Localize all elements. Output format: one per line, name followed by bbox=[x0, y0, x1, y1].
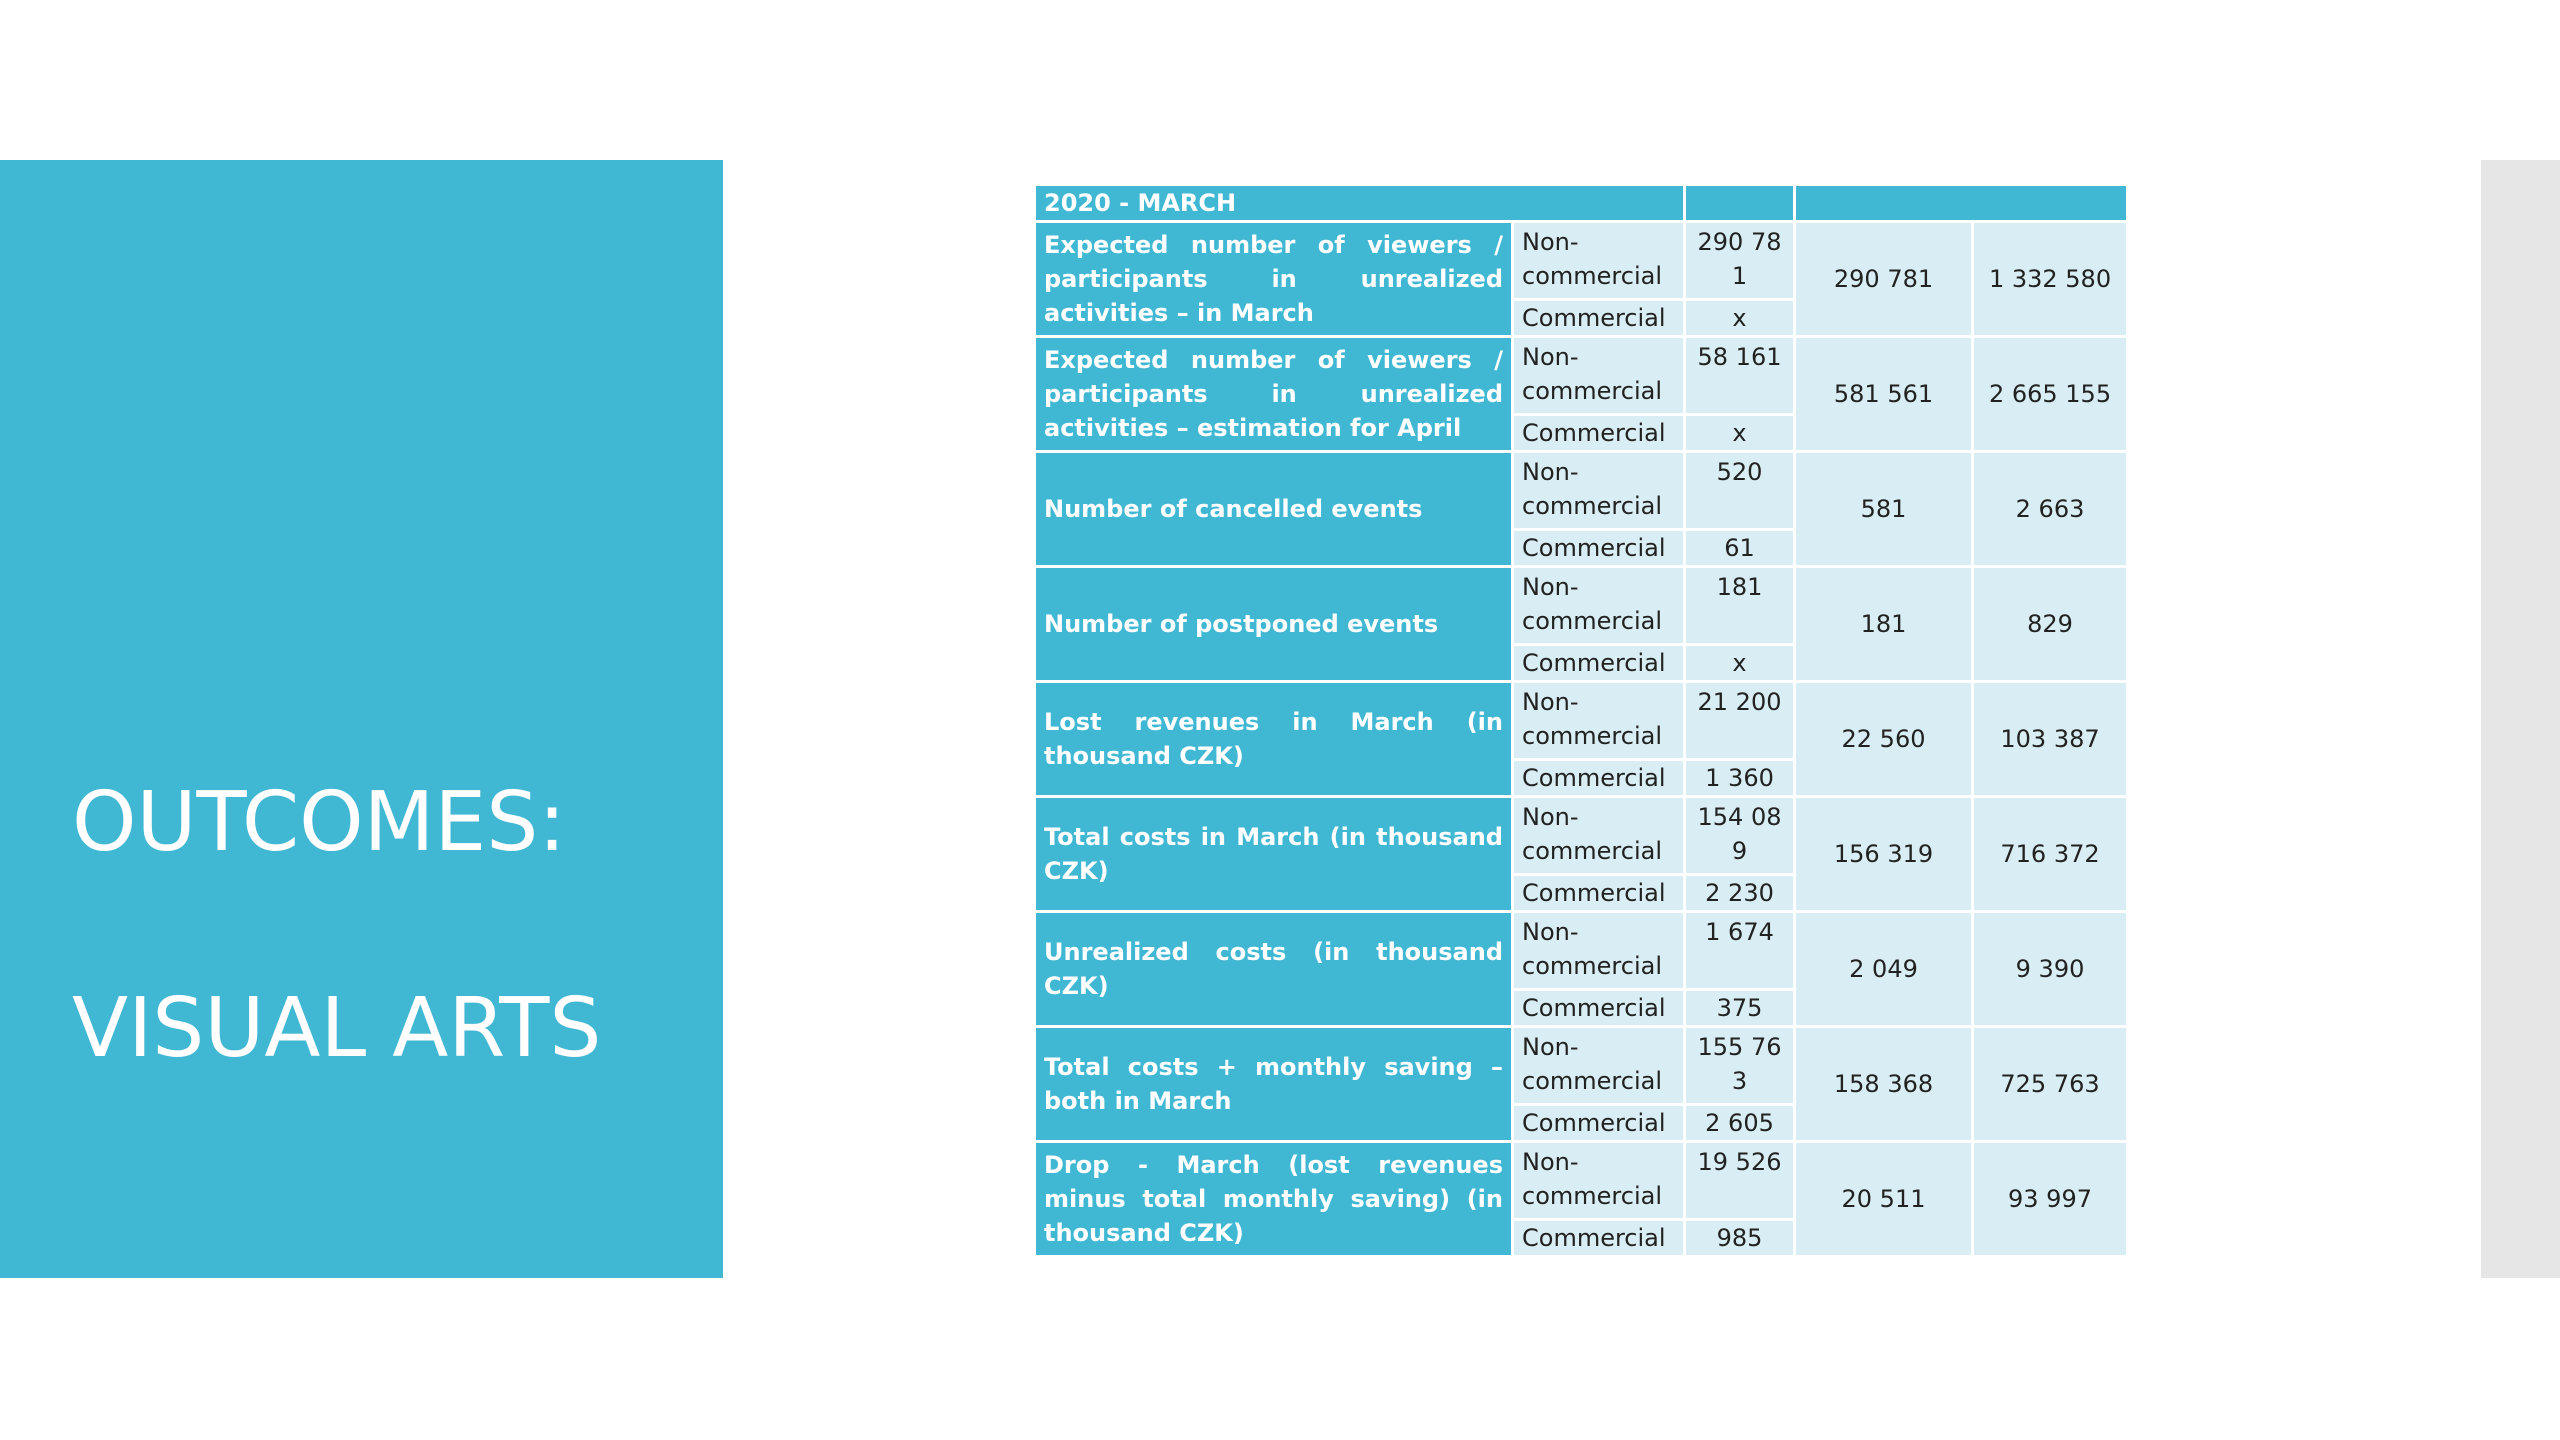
value-grand-total: 2 663 bbox=[1973, 452, 2128, 567]
value-noncommercial: 181 bbox=[1685, 567, 1795, 645]
slide-title bbox=[72, 720, 601, 1132]
type-commercial: Commercial bbox=[1513, 415, 1685, 452]
value-noncommercial: 520 bbox=[1685, 452, 1795, 530]
type-noncommercial: Non- commercial bbox=[1513, 1142, 1685, 1220]
table-row bbox=[1035, 567, 2128, 645]
value-total: 158 368 bbox=[1795, 1027, 1973, 1142]
type-noncommercial: Non- commercial bbox=[1513, 567, 1685, 645]
value-grand-total: 9 390 bbox=[1973, 912, 2128, 1027]
row-label: Unrealized costs (in thousand CZK) bbox=[1035, 912, 1513, 1027]
value-total: 290 781 bbox=[1795, 222, 1973, 337]
type-noncommercial: Non- commercial bbox=[1513, 1027, 1685, 1105]
value-grand-total: 103 387 bbox=[1973, 682, 2128, 797]
table-row bbox=[1035, 452, 2128, 530]
table-header-row bbox=[1035, 185, 2128, 222]
value-grand-total: 93 997 bbox=[1973, 1142, 2128, 1257]
value-noncommercial: 1 674 bbox=[1685, 912, 1795, 990]
value-noncommercial: 21 200 bbox=[1685, 682, 1795, 760]
value-grand-total: 2 665 155 bbox=[1973, 337, 2128, 452]
value-total: 20 511 bbox=[1795, 1142, 1973, 1257]
value-total: 581 561 bbox=[1795, 337, 1973, 452]
value-commercial: x bbox=[1685, 415, 1795, 452]
value-noncommercial: 58 161 bbox=[1685, 337, 1795, 415]
table-row bbox=[1035, 682, 2128, 760]
type-commercial: Commercial bbox=[1513, 1105, 1685, 1142]
value-commercial: 375 bbox=[1685, 990, 1795, 1027]
value-noncommercial: 154 089 bbox=[1685, 797, 1795, 875]
table-row bbox=[1035, 337, 2128, 415]
table-row bbox=[1035, 797, 2128, 875]
next-slide-edge bbox=[2481, 160, 2560, 1278]
value-total: 181 bbox=[1795, 567, 1973, 682]
table-header-blank bbox=[1795, 185, 2128, 222]
type-noncommercial: Non- commercial bbox=[1513, 682, 1685, 760]
type-noncommercial: Non- commercial bbox=[1513, 912, 1685, 990]
slide-title-line-2: VISUAL ARTS bbox=[72, 981, 602, 1076]
value-noncommercial: 19 526 bbox=[1685, 1142, 1795, 1220]
type-commercial: Commercial bbox=[1513, 990, 1685, 1027]
row-label: Number of postponed events bbox=[1035, 567, 1513, 682]
table-header-cell: 2020 - MARCH bbox=[1035, 185, 1685, 222]
type-noncommercial: Non- commercial bbox=[1513, 452, 1685, 530]
value-commercial: x bbox=[1685, 300, 1795, 337]
value-grand-total: 725 763 bbox=[1973, 1027, 2128, 1142]
type-commercial: Commercial bbox=[1513, 1220, 1685, 1257]
row-label: Total costs in March (in thousand CZK) bbox=[1035, 797, 1513, 912]
data-table-container bbox=[1033, 183, 2126, 1258]
type-noncommercial: Non- commercial bbox=[1513, 337, 1685, 415]
table-row bbox=[1035, 912, 2128, 990]
value-commercial: 2 230 bbox=[1685, 875, 1795, 912]
row-label: Expected number of viewers / participants in unrealized activities – estimation for April bbox=[1035, 337, 1513, 452]
value-commercial: 1 360 bbox=[1685, 760, 1795, 797]
value-grand-total: 829 bbox=[1973, 567, 2128, 682]
value-commercial: x bbox=[1685, 645, 1795, 682]
table-header-blank bbox=[1685, 185, 1795, 222]
type-commercial: Commercial bbox=[1513, 645, 1685, 682]
type-commercial: Commercial bbox=[1513, 530, 1685, 567]
value-noncommercial: 290 781 bbox=[1685, 222, 1795, 300]
table-row bbox=[1035, 1027, 2128, 1105]
value-grand-total: 716 372 bbox=[1973, 797, 2128, 912]
value-grand-total: 1 332 580 bbox=[1973, 222, 2128, 337]
slide-title-line-1: OUTCOMES: bbox=[72, 775, 566, 870]
title-panel bbox=[0, 160, 723, 1278]
table-row bbox=[1035, 1142, 2128, 1220]
value-noncommercial: 155 763 bbox=[1685, 1027, 1795, 1105]
type-commercial: Commercial bbox=[1513, 300, 1685, 337]
value-commercial: 61 bbox=[1685, 530, 1795, 567]
row-label: Lost revenues in March (in thousand CZK) bbox=[1035, 682, 1513, 797]
row-label: Expected number of viewers / participants in unrealized activities – in March bbox=[1035, 222, 1513, 337]
value-total: 156 319 bbox=[1795, 797, 1973, 912]
value-commercial: 2 605 bbox=[1685, 1105, 1795, 1142]
type-commercial: Commercial bbox=[1513, 875, 1685, 912]
value-total: 22 560 bbox=[1795, 682, 1973, 797]
table-row bbox=[1035, 222, 2128, 300]
type-noncommercial: Non- commercial bbox=[1513, 222, 1685, 300]
value-total: 581 bbox=[1795, 452, 1973, 567]
value-commercial: 985 bbox=[1685, 1220, 1795, 1257]
row-label: Total costs + monthly saving – both in March bbox=[1035, 1027, 1513, 1142]
type-commercial: Commercial bbox=[1513, 760, 1685, 797]
row-label: Drop - March (lost revenues minus total monthly saving) (in thousand CZK) bbox=[1035, 1142, 1513, 1257]
type-noncommercial: Non- commercial bbox=[1513, 797, 1685, 875]
row-label: Number of cancelled events bbox=[1035, 452, 1513, 567]
value-total: 2 049 bbox=[1795, 912, 1973, 1027]
visual-arts-outcomes-table bbox=[1033, 183, 2129, 1258]
